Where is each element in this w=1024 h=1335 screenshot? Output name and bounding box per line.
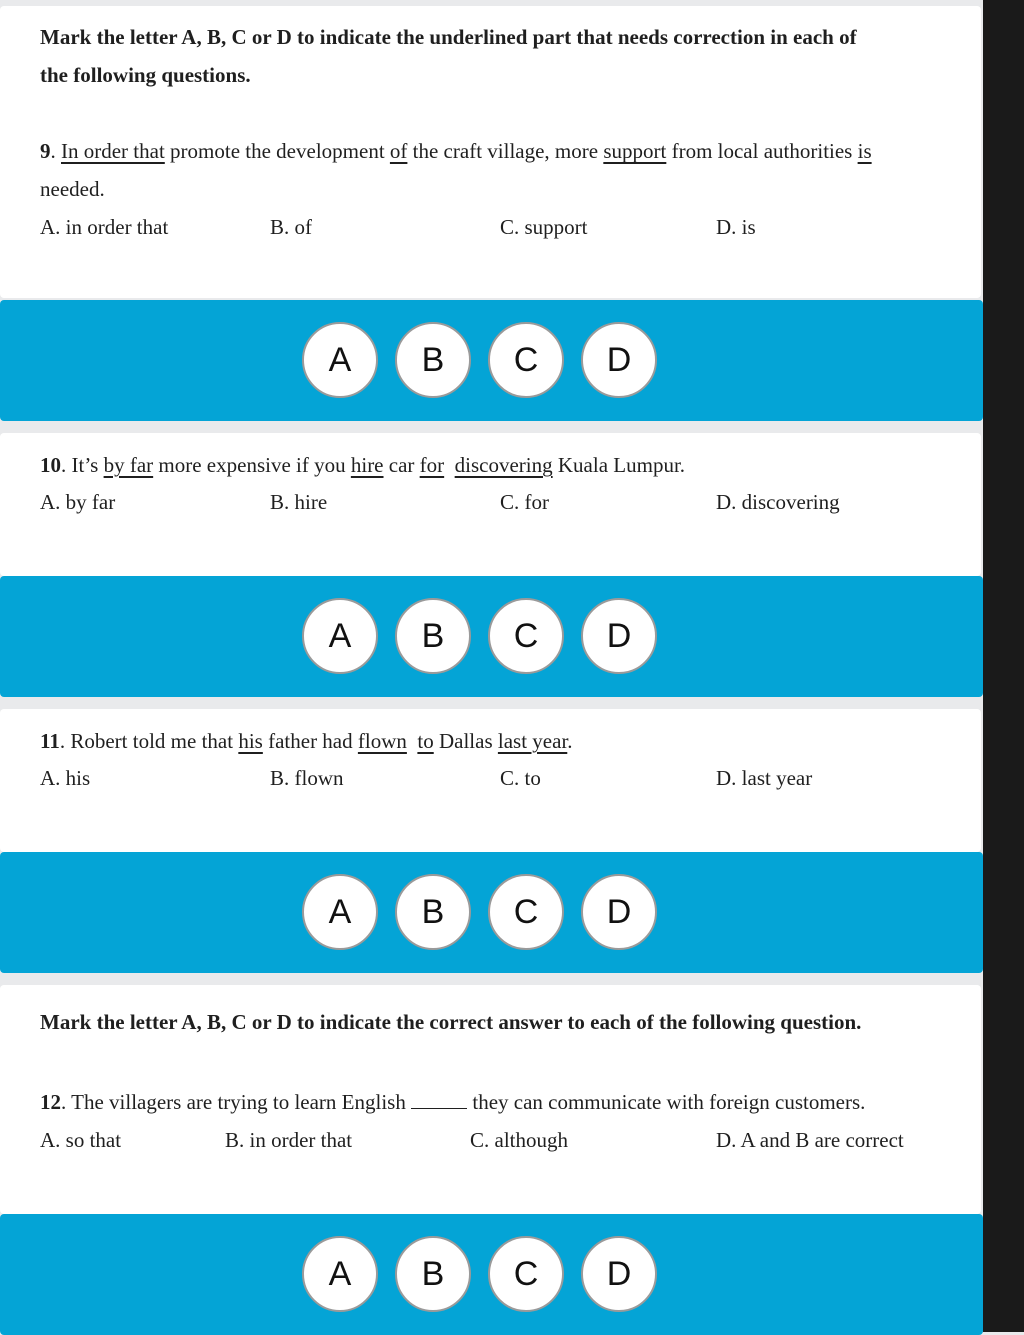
- question-card-9: [0, 6, 981, 298]
- answer-button-d[interactable]: D: [581, 322, 657, 398]
- answer-button-c[interactable]: C: [488, 322, 564, 398]
- option-c-text: C. although: [470, 1128, 568, 1152]
- question-number: 10: [40, 453, 61, 477]
- option-d-text: D. last year: [716, 766, 813, 790]
- question-11-text: 11. Robert told me that his father had flown to Dallas last year.: [40, 729, 573, 753]
- question-card-10: [0, 433, 981, 576]
- underlined-part-d: is: [857, 139, 872, 163]
- option-b-text: B. hire: [270, 490, 328, 514]
- answer-button-b[interactable]: B: [395, 598, 471, 674]
- option-a-text: A. by far: [40, 490, 116, 514]
- question-number: 9: [40, 139, 51, 163]
- option-b-text: B. in order that: [225, 1128, 353, 1152]
- option-c-text: C. support: [500, 215, 588, 239]
- option-d-text: D. discovering: [716, 490, 840, 514]
- underlined-part-d: discovering: [454, 453, 553, 477]
- answer-button-d[interactable]: D: [581, 874, 657, 950]
- option-d-text: D. A and B are correct: [716, 1128, 904, 1152]
- underlined-part-b: of: [389, 139, 408, 163]
- answer-button-b[interactable]: B: [395, 1236, 471, 1312]
- option-c-text: C. for: [500, 490, 549, 514]
- underlined-part-d: last year: [497, 729, 568, 753]
- answer-button-a[interactable]: A: [302, 874, 378, 950]
- question-10-text: 10. It’s by far more expensive if you hire car for discovering Kuala Lumpur.: [40, 453, 686, 477]
- question-9-text: 9. In order that promote the development of the craft village, more support from local authorities is: [40, 139, 872, 163]
- option-a-text: A. in order that: [40, 215, 169, 239]
- answer-button-c[interactable]: C: [488, 874, 564, 950]
- answer-button-b[interactable]: B: [395, 874, 471, 950]
- underlined-part-c: for: [419, 453, 445, 477]
- answer-blank: [411, 1092, 467, 1109]
- question-number: 12: [40, 1090, 61, 1114]
- question-card-12: [0, 985, 981, 1214]
- answer-bar-12: [0, 1214, 983, 1335]
- answer-button-d[interactable]: D: [581, 598, 657, 674]
- question-card-11: [0, 709, 981, 852]
- answer-button-d[interactable]: D: [581, 1236, 657, 1312]
- answer-bar-11: [0, 852, 983, 973]
- answer-button-a[interactable]: A: [302, 322, 378, 398]
- underlined-part-c: to: [417, 729, 434, 753]
- answer-button-a[interactable]: A: [302, 1236, 378, 1312]
- answer-button-a[interactable]: A: [302, 598, 378, 674]
- answer-bar-10: [0, 576, 983, 697]
- right-edge-strip: [983, 0, 1024, 1332]
- underlined-part-a: In order that: [61, 139, 165, 163]
- option-a-text: A. so that: [40, 1128, 122, 1152]
- option-c-text: C. to: [500, 766, 541, 790]
- option-b-text: B. flown: [270, 766, 344, 790]
- underlined-part-b: hire: [350, 453, 384, 477]
- answer-button-b[interactable]: B: [395, 322, 471, 398]
- section-instruction-line1: Mark the letter A, B, C or D to indicate the underlined part that needs correction in each of: [40, 25, 857, 49]
- option-b-text: B. of: [270, 215, 312, 239]
- answer-bar-9: [0, 300, 983, 421]
- question-number: 11: [40, 729, 60, 753]
- option-d-text: D. is: [716, 215, 756, 239]
- answer-button-c[interactable]: C: [488, 1236, 564, 1312]
- question-12-text: 12. The villagers are trying to learn English they can communicate with foreign customers.: [40, 1090, 866, 1114]
- section-instruction-line2: the following questions.: [40, 63, 251, 87]
- answer-button-c[interactable]: C: [488, 598, 564, 674]
- underlined-part-b: flown: [357, 729, 407, 753]
- underlined-part-a: his: [238, 729, 263, 753]
- question-9-text-continued: needed.: [40, 177, 105, 201]
- section-instruction: Mark the letter A, B, C or D to indicate the correct answer to each of the following question.: [40, 1010, 862, 1034]
- underlined-part-c: support: [603, 139, 667, 163]
- underlined-part-a: by far: [103, 453, 154, 477]
- option-a-text: A. his: [40, 766, 91, 790]
